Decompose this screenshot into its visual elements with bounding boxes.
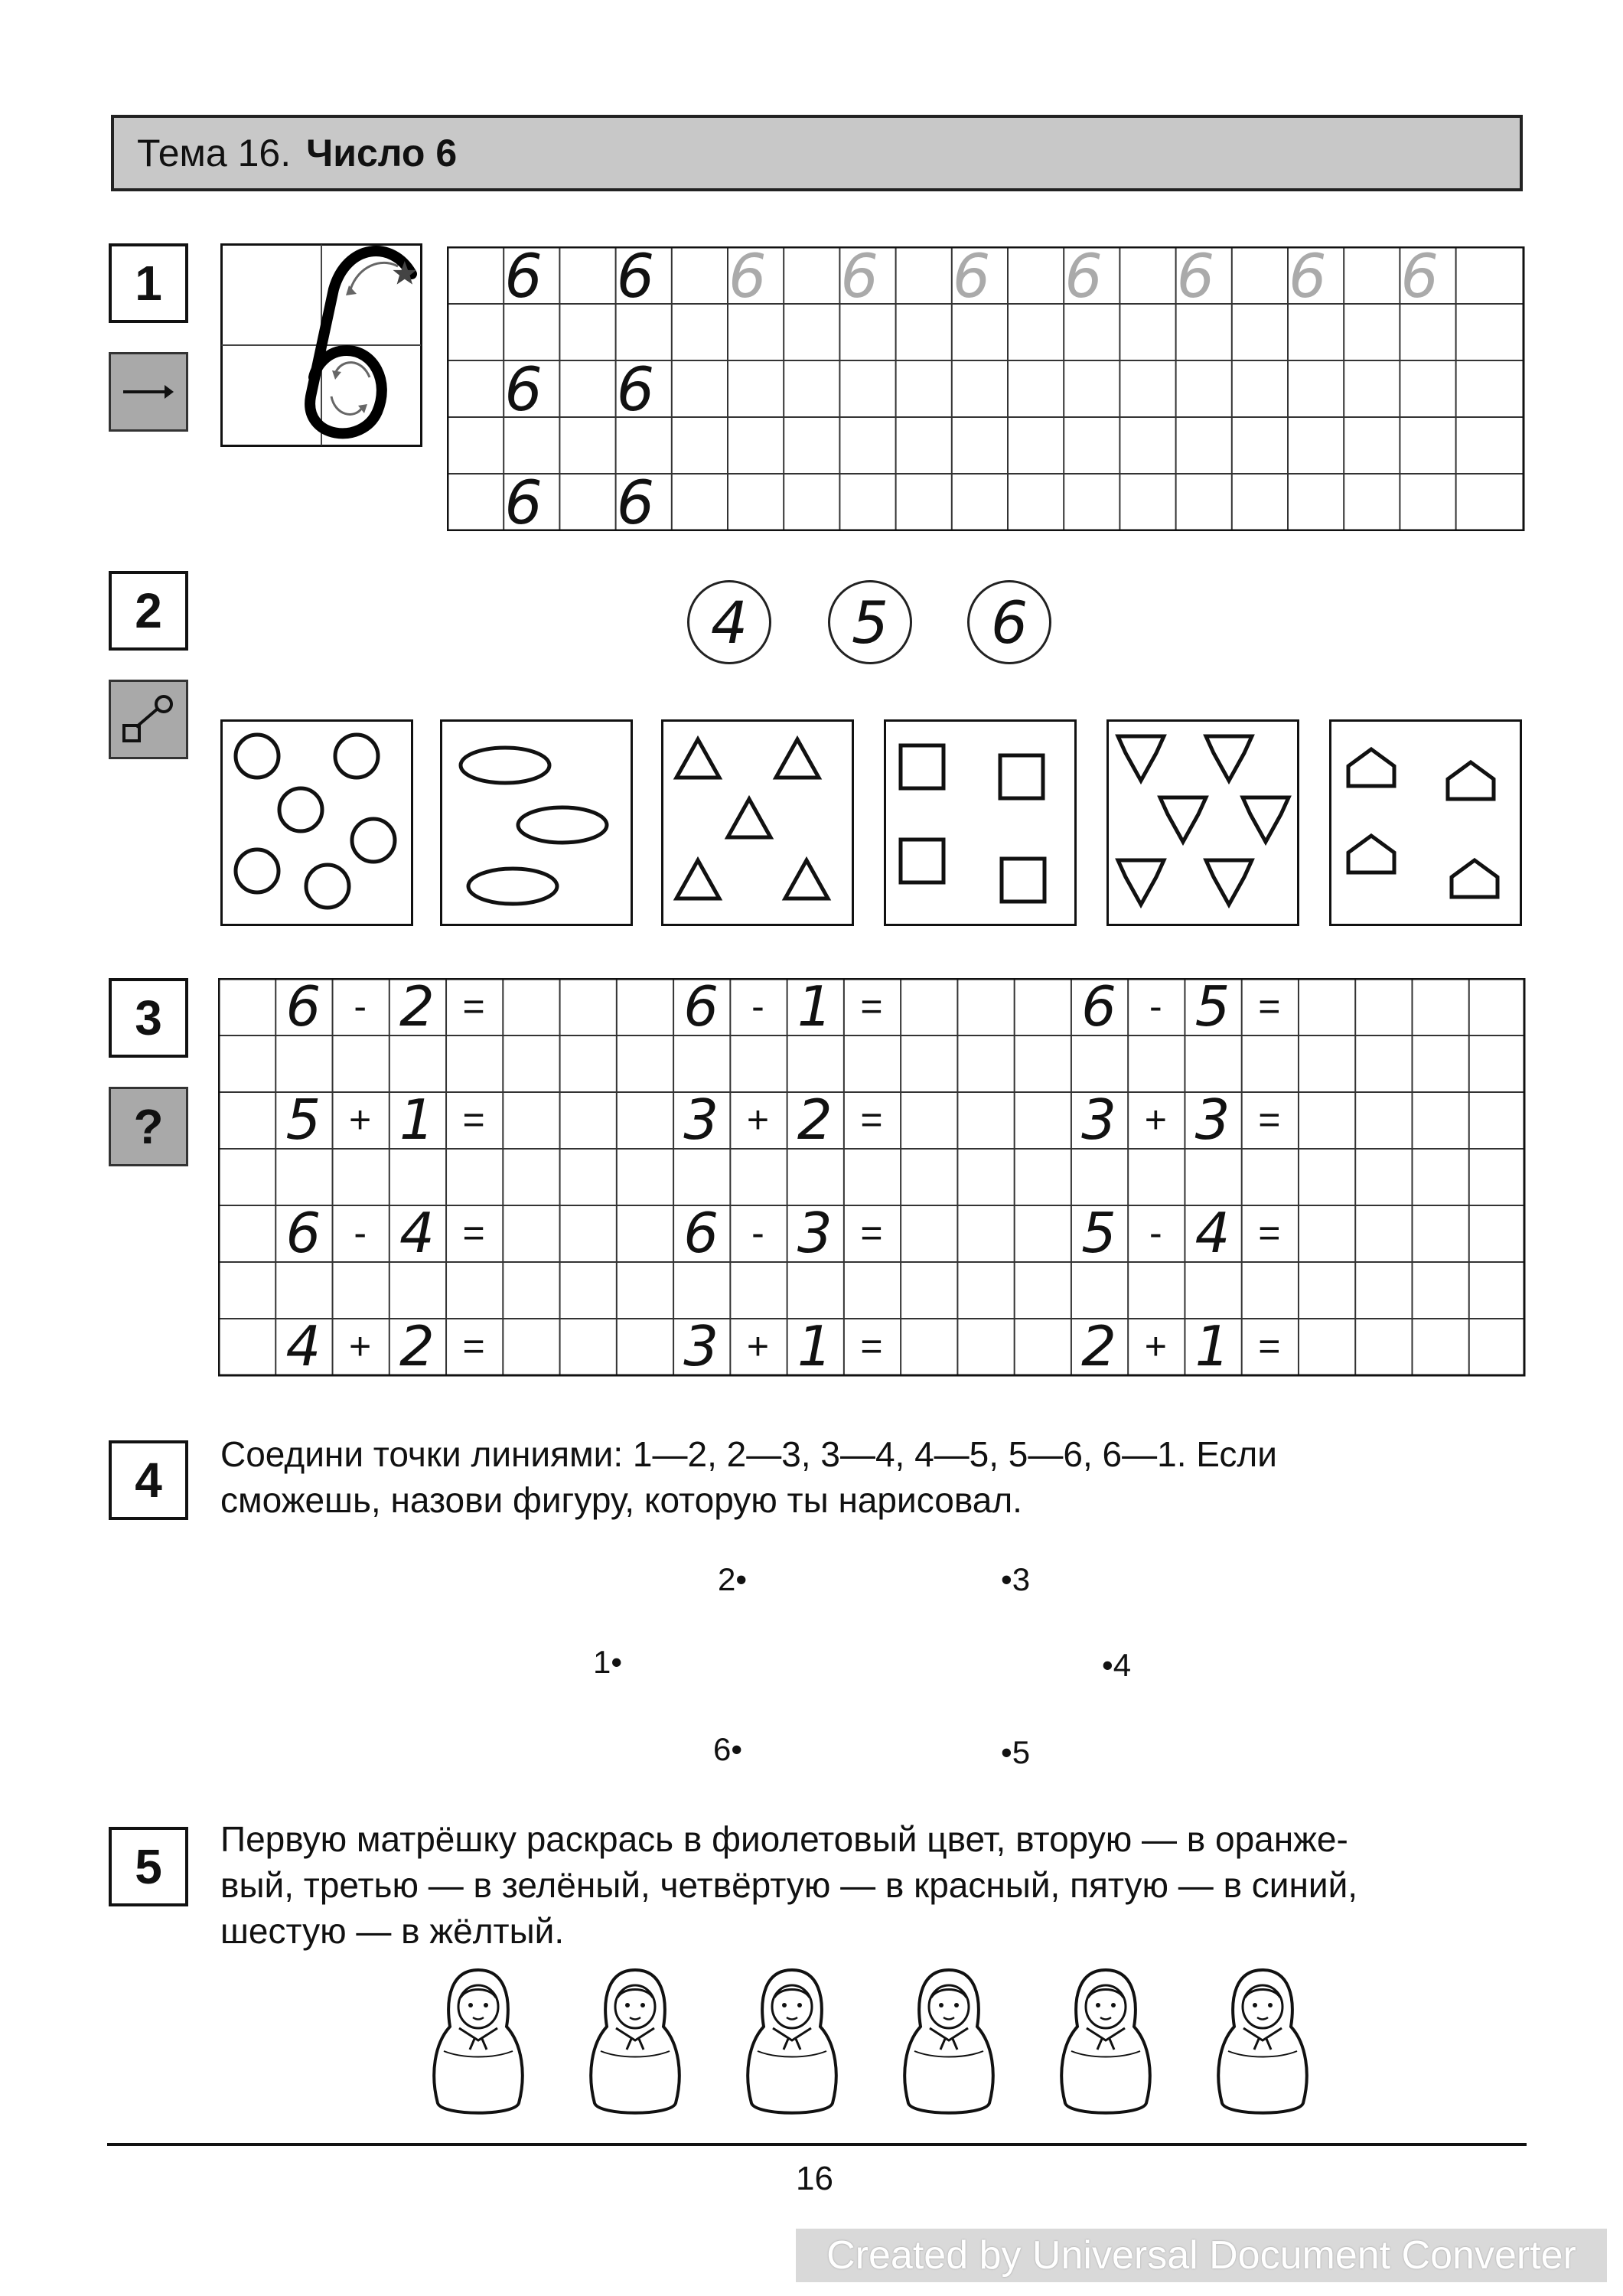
topic-label: Тема 16. bbox=[137, 132, 292, 174]
footer-divider bbox=[107, 2143, 1527, 2146]
equation-operand-b: 4 bbox=[1194, 1201, 1230, 1265]
question-icon: ? bbox=[109, 1087, 188, 1166]
answer-cell[interactable] bbox=[900, 1091, 957, 1148]
equation-operator: - bbox=[1149, 985, 1162, 1028]
equation-operator: - bbox=[1149, 1212, 1162, 1254]
answer-cell[interactable] bbox=[502, 1318, 559, 1375]
equation-operand-b: 1 bbox=[399, 1088, 435, 1152]
dot-point-4: •4 bbox=[1102, 1647, 1132, 1683]
task-5-text-line-3: шестую — в жёлтый. bbox=[220, 1911, 565, 1951]
shape-box-ellipse[interactable] bbox=[440, 719, 633, 926]
equation-operator: + bbox=[746, 1098, 770, 1141]
answer-cell[interactable] bbox=[1298, 1318, 1354, 1375]
watermark-banner: Created by Universal Document Converter bbox=[796, 2229, 1607, 2282]
sample-digit: 6 bbox=[616, 469, 655, 538]
task-3-number: 3 bbox=[109, 978, 188, 1058]
matryoshka-doll[interactable] bbox=[899, 1967, 999, 2120]
traced-digit: 6 bbox=[1064, 243, 1103, 311]
number-circle-digit: 4 bbox=[710, 588, 748, 657]
equation-operand-b: 3 bbox=[797, 1201, 833, 1265]
answer-cell[interactable] bbox=[502, 978, 559, 1035]
dot-point-2: 2• bbox=[718, 1561, 748, 1597]
sample-digit: 6 bbox=[504, 356, 543, 425]
equation-equals: = bbox=[860, 1325, 883, 1368]
task-1-number: 1 bbox=[109, 243, 188, 323]
shape-box-circle[interactable] bbox=[220, 719, 413, 926]
equation-operand-a: 4 bbox=[285, 1314, 321, 1378]
equation-operator: - bbox=[354, 1212, 367, 1254]
equation-operand-b: 3 bbox=[1194, 1088, 1230, 1152]
equation-operand-a: 3 bbox=[1081, 1088, 1116, 1152]
equation-operand-b: 2 bbox=[797, 1088, 833, 1152]
topic-title: Число 6 bbox=[306, 132, 458, 174]
matryoshka-doll[interactable] bbox=[742, 1967, 842, 2120]
number-circle[interactable] bbox=[828, 580, 912, 664]
equation-equals: = bbox=[1258, 1325, 1281, 1368]
task-4-text-line-1: Соедини точки линиями: 1—2, 2—3, 3—4, 4—5, 5—6, 6—1. Если bbox=[220, 1434, 1277, 1474]
task-5-text-line-2: вый, третью — в зелёный, четвёртую — в красный, пятую — в синий, bbox=[220, 1865, 1358, 1905]
task-2-connect-box bbox=[109, 680, 188, 759]
answer-cell[interactable] bbox=[502, 1091, 559, 1148]
equation-operator: + bbox=[349, 1325, 372, 1368]
shape-box-triangle[interactable] bbox=[661, 719, 854, 926]
shape-box-down-triangle[interactable] bbox=[1106, 719, 1299, 926]
topic-header bbox=[111, 115, 1523, 191]
equation-operator: - bbox=[354, 985, 367, 1028]
sample-digit: 6 bbox=[504, 469, 543, 538]
matryoshka-doll[interactable] bbox=[1056, 1967, 1155, 2120]
equation-operand-a: 6 bbox=[683, 1201, 719, 1265]
traced-digit: 6 bbox=[1289, 243, 1327, 311]
answer-cell[interactable] bbox=[900, 978, 957, 1035]
equation-equals: = bbox=[860, 1212, 883, 1254]
traced-digit: 6 bbox=[1176, 243, 1215, 311]
number-circle-digit: 6 bbox=[990, 588, 1028, 657]
equation-operand-b: 1 bbox=[1194, 1314, 1230, 1378]
answer-cell[interactable] bbox=[900, 1318, 957, 1375]
equation-operand-b: 2 bbox=[399, 1314, 435, 1378]
equation-equals: = bbox=[1258, 1098, 1281, 1141]
matryoshka-doll[interactable] bbox=[1213, 1967, 1312, 2120]
dot-point-5: •5 bbox=[1001, 1734, 1031, 1770]
shape-box-pentagon[interactable] bbox=[1329, 719, 1522, 926]
connect-line-icon bbox=[118, 689, 179, 750]
equation-operator: + bbox=[1144, 1325, 1167, 1368]
task-5-instructions bbox=[220, 1816, 1529, 1954]
answer-cell[interactable] bbox=[502, 1205, 559, 1261]
sample-digit: 6 bbox=[504, 243, 543, 311]
equation-operand-b: 5 bbox=[1194, 974, 1230, 1039]
task-4-text-line-2: сможешь, назови фигуру, которую ты нарисовал. bbox=[220, 1480, 1022, 1520]
answer-cell[interactable] bbox=[1298, 1205, 1354, 1261]
number-circle[interactable] bbox=[967, 580, 1051, 664]
equation-operator: + bbox=[1144, 1098, 1167, 1141]
equation-equals: = bbox=[1258, 1212, 1281, 1254]
equation-equals: = bbox=[462, 1212, 485, 1254]
dot-point-1: 1• bbox=[593, 1644, 623, 1680]
equation-operator: + bbox=[746, 1325, 770, 1368]
equation-equals: = bbox=[1258, 985, 1281, 1028]
sample-digit: 6 bbox=[616, 356, 655, 425]
shape-box-square[interactable] bbox=[884, 719, 1077, 926]
equation-equals: = bbox=[462, 1325, 485, 1368]
answer-cell[interactable] bbox=[900, 1205, 957, 1261]
equation-operand-a: 6 bbox=[1081, 974, 1116, 1039]
answer-cell[interactable] bbox=[1298, 978, 1354, 1035]
equation-operand-a: 3 bbox=[683, 1088, 719, 1152]
page-number: 16 bbox=[796, 2160, 833, 2197]
traced-digit: 6 bbox=[728, 243, 767, 311]
matryoshka-doll[interactable] bbox=[585, 1967, 685, 2120]
traced-digit: 6 bbox=[840, 243, 879, 311]
task-5-number: 5 bbox=[109, 1827, 188, 1906]
equation-operand-a: 6 bbox=[285, 974, 321, 1039]
traced-digit: 6 bbox=[952, 243, 991, 311]
equation-equals: = bbox=[860, 1098, 883, 1141]
task-5-text-line-1: Первую матрёшку раскрась в фиолетовый цвет, вторую — в оранже- bbox=[220, 1819, 1348, 1859]
number-circle[interactable] bbox=[687, 580, 771, 664]
equation-operand-a: 6 bbox=[285, 1201, 321, 1265]
equation-operand-a: 2 bbox=[1081, 1314, 1116, 1378]
task-4-number: 4 bbox=[109, 1440, 188, 1520]
task-1-arrow-box bbox=[109, 352, 188, 432]
equation-operator: - bbox=[751, 1212, 764, 1254]
equation-operator: - bbox=[751, 985, 764, 1028]
equation-operand-b: 1 bbox=[797, 974, 833, 1039]
task-2-number: 2 bbox=[109, 571, 188, 651]
equation-operand-a: 6 bbox=[683, 974, 719, 1039]
arrow-right-icon bbox=[122, 380, 175, 403]
traced-digit: 6 bbox=[1400, 243, 1439, 311]
equation-operand-b: 2 bbox=[399, 974, 435, 1039]
task-4-instructions bbox=[220, 1431, 1529, 1523]
equation-operand-a: 3 bbox=[683, 1314, 719, 1378]
equation-operand-b: 4 bbox=[399, 1201, 435, 1265]
equation-operand-b: 1 bbox=[797, 1314, 833, 1378]
sample-digit-box bbox=[220, 243, 422, 447]
sample-digit: 6 bbox=[616, 243, 655, 311]
dot-point-6: 6• bbox=[713, 1731, 743, 1767]
equation-operand-a: 5 bbox=[285, 1088, 321, 1152]
equation-equals: = bbox=[462, 985, 485, 1028]
equation-equals: = bbox=[860, 985, 883, 1028]
equation-operator: + bbox=[349, 1098, 372, 1141]
equation-equals: = bbox=[462, 1098, 485, 1141]
number-circle-digit: 5 bbox=[851, 588, 889, 657]
dot-point-3: •3 bbox=[1001, 1561, 1031, 1597]
matryoshka-doll[interactable] bbox=[429, 1967, 528, 2120]
equation-operand-a: 5 bbox=[1081, 1201, 1116, 1265]
answer-cell[interactable] bbox=[1298, 1091, 1354, 1148]
